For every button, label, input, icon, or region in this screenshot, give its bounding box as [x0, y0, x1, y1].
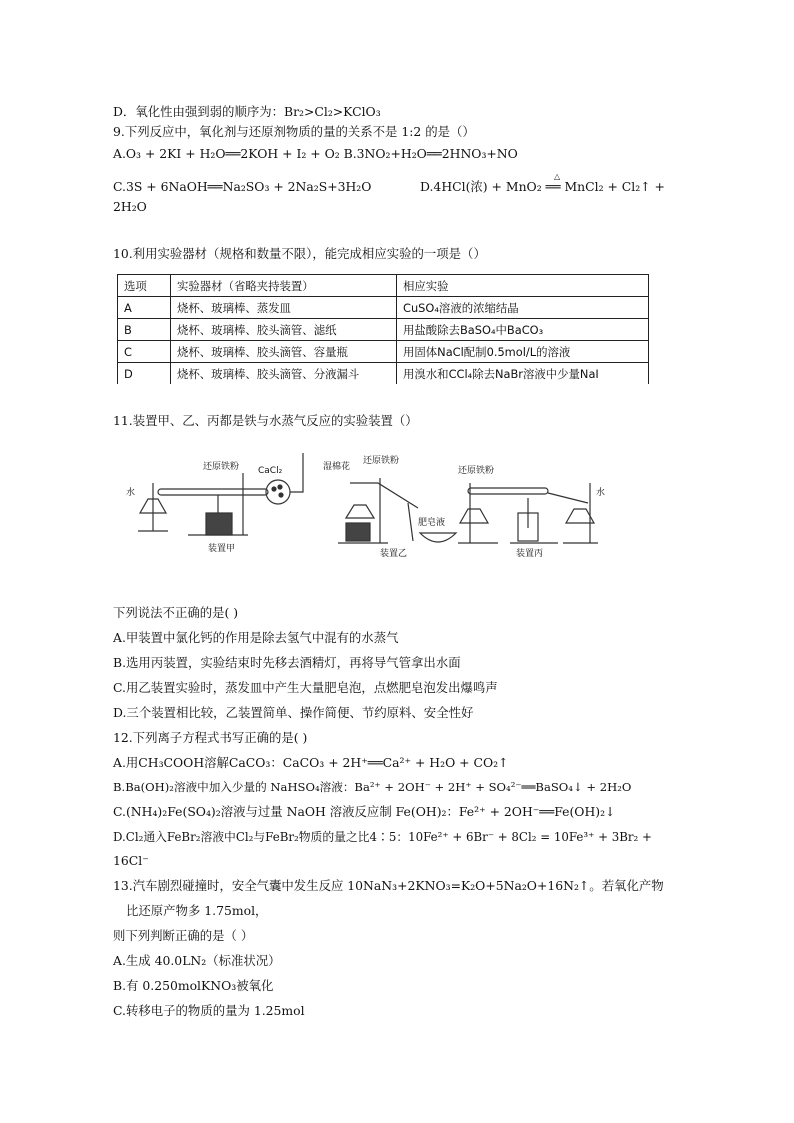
q13-option-a: A.生成 40.0LN₂（标准状况） [113, 953, 281, 968]
caption-jia: 装置甲 [208, 544, 236, 554]
q9-option-c: C.3S + 6NaOH══Na₂SO₃ + 2Na₂S+3H₂O [113, 179, 372, 194]
table-cell: 用固体NaCl配制0.5mol/L的溶液 [397, 341, 649, 363]
table-cell: CuSO₄溶液的浓缩结晶 [397, 297, 649, 319]
q11-option-a: A.甲装置中氯化钙的作用是除去氢气中混有的水蒸气 [113, 630, 399, 645]
table-cell: 烧杯、玻璃棒、胶头滴管、分液漏斗 [171, 363, 397, 385]
experiment-table [117, 274, 649, 384]
table-row [118, 319, 649, 341]
table-cell: 烧杯、玻璃棒、胶头滴管、滤纸 [171, 319, 397, 341]
question-12: 12.下列离子方程式书写正确的是( ) [113, 730, 308, 745]
table-cell: B [118, 319, 171, 341]
q12-option-a: A.用CH₃COOH溶解CaCO₃：CaCO₃ + 2H⁺══Ca²⁺ + H₂O + CO₂↑ [113, 755, 509, 770]
option-d-line: D．氧化性由强到弱的顺序为：Br₂>Cl₂>KClO₃ [113, 104, 381, 119]
heat-triangle: △ [554, 172, 561, 181]
q12-option-d-cont: 16Cl⁻ [113, 853, 149, 868]
table-cell: D [118, 363, 171, 385]
q11-option-b: B.选用丙装置，实验结束时先移去酒精灯，再将导气管拿出水面 [113, 655, 461, 670]
caption-yi: 装置乙 [380, 549, 408, 558]
apparatus-jia [126, 453, 303, 554]
label-iron-powder-bing: 还原铁粉 [458, 466, 495, 476]
question-11: 11.装置甲、乙、丙都是铁与水蒸气反应的实验装置（） [113, 413, 418, 428]
apparatus-figure [118, 443, 608, 558]
q12-option-d: D.Cl₂通入FeBr₂溶液中Cl₂与FeBr₂物质的量之比4∶5：10Fe²⁺ + 6Br⁻ + 8Cl₂ = 10Fe³⁺ + 3Br₂ + [113, 830, 652, 844]
table-header-cell: 相应实验 [397, 275, 649, 297]
label-soap: 肥皂液 [418, 518, 446, 528]
table-row [118, 363, 649, 385]
table-header-cell: 实验器材（省略夹持装置） [171, 275, 397, 297]
q9-option-d-cont: 2H₂O [113, 199, 147, 214]
label-iron-powder: 还原铁粉 [203, 462, 240, 472]
table-cell: 用溴水和CCl₄除去NaBr溶液中少量NaI [397, 363, 649, 385]
q12-option-b: B.Ba(OH)₂溶液中加入少量的 NaHSO₄溶液：Ba²⁺ + 2OH⁻ + 2H⁺ + SO₄²⁻══BaSO₄↓ + 2H₂O [113, 780, 632, 794]
q11-stem: 下列说法不正确的是( ) [113, 605, 239, 620]
table-header-cell: 选项 [118, 275, 171, 297]
caption-bing: 装置丙 [516, 549, 544, 558]
label-iron-powder-yi: 还原铁粉 [363, 456, 400, 466]
label-cacl2: CaCl₂ [258, 466, 283, 476]
question-13: 13.汽车剧烈碰撞时，安全气囊中发生反应 10NaN₃+2KNO₃=K₂O+5Na₂O+16N₂↑。若氧化产物 [113, 878, 664, 893]
label-wet-cotton: 湿棉花 [323, 462, 351, 472]
table-cell: 烧杯、玻璃棒、蒸发皿 [171, 297, 397, 319]
q9-options-ab: A.O₃ + 2KI + H₂O══2KOH + I₂ + O₂ B.3NO₂+H₂O══2HNO₃+NO [113, 146, 518, 161]
q13-stem: 则下列判断正确的是（ ） [113, 928, 254, 943]
q13-option-c: C.转移电子的物质的量为 1.25mol [113, 1003, 305, 1018]
table-row [118, 297, 649, 319]
q11-option-d: D.三个装置相比较，乙装置简单、操作简便、节约原料、安全性好 [113, 705, 474, 720]
table-cell: 用盐酸除去BaSO₄中BaCO₃ [397, 319, 649, 341]
apparatus-bing [458, 464, 605, 558]
q12-option-c: C.(NH₄)₂Fe(SO₄)₂溶液与过量 NaOH 溶液反应制 Fe(OH)₂：Fe²⁺ + 2OH⁻══Fe(OH)₂↓ [113, 804, 616, 819]
table-row [118, 341, 649, 363]
apparatus-yi [323, 454, 456, 558]
q13-option-b: B.有 0.250molKNO₃被氧化 [113, 978, 274, 993]
question-9: 9.下列反应中，氧化剂与还原剂物质的量的关系不是 1:2 的是（） [113, 124, 475, 139]
q11-option-c: C.用乙装置实验时，蒸发皿中产生大量肥皂泡，点燃肥皂泡发出爆鸣声 [113, 680, 498, 695]
table-cell: C [118, 341, 171, 363]
label-water: 水 [126, 488, 136, 498]
table-header-row [118, 275, 649, 297]
question-10: 10.利用实验器材（规格和数量不限），能完成相应实验的一项是（） [113, 246, 486, 261]
q9-option-d: D.4HCl(浓) + MnO₂ ══ MnCl₂ + Cl₂↑ + [420, 179, 665, 194]
question-13-cont: 比还原产物多 1.75mol， [126, 903, 268, 918]
table-cell: 烧杯、玻璃棒、胶头滴管、容量瓶 [171, 341, 397, 363]
table-cell: A [118, 297, 171, 319]
label-water-bing: 水 [596, 488, 606, 498]
